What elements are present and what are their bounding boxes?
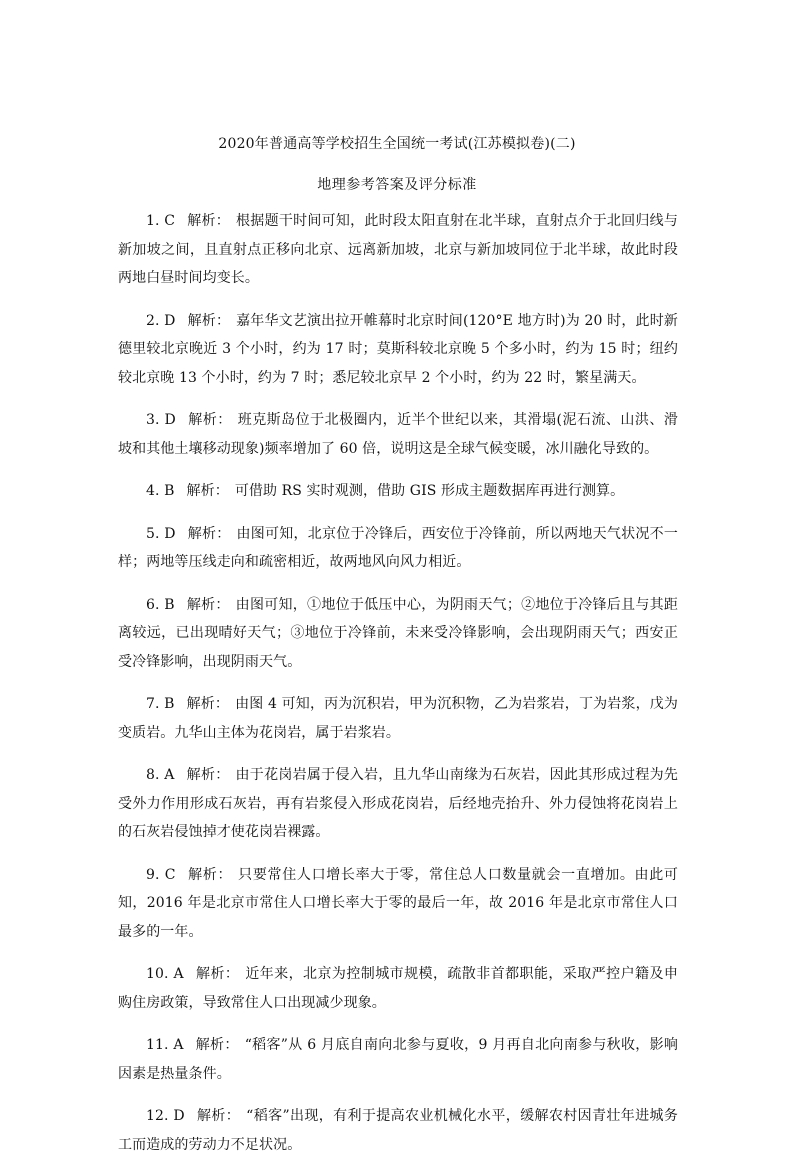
answer-item bbox=[118, 861, 678, 947]
answer-item bbox=[118, 761, 678, 847]
answer-explanation: 由于花岗岩属于侵入岩，且九华山南缘为石灰岩，因此其形成过程为先受外力作用形成石灰岩，再有岩浆侵入形成花岗岩，后经地壳抬升、外力侵蚀将花岗岩上的石灰岩侵蚀掉才使花岗岩裸露。 bbox=[118, 767, 678, 840]
analysis-label: 解析： bbox=[187, 525, 231, 542]
answer-explanation: 班克斯岛位于北极圈内，近半个世纪以来，其滑塌(泥石流、山洪、滑坡和其他土壤移动现象)频率增加了 60 倍，说明这是全球气候变暖，冰川融化导致的。 bbox=[118, 412, 678, 457]
answer-explanation: 可借助 RS 实时观测，借助 GIS 形成主题数据库再进行测算。 bbox=[234, 483, 625, 499]
answer-number: 10. A bbox=[146, 966, 184, 982]
answer-number: 8. A bbox=[146, 767, 175, 783]
answer-explanation: 由图可知，①地位于低压中心，为阴雨天气；②地位于冷锋后且与其距离较远，已出现晴好天气；③地位于冷锋前，未来受冷锋影响，会出现阴雨天气；西安正受冷锋影响，出现阴雨天气。 bbox=[118, 596, 678, 670]
answer-number: 3. D bbox=[146, 412, 176, 428]
answer-item bbox=[118, 307, 678, 393]
answer-number: 5. D bbox=[146, 525, 176, 542]
page-subtitle: 地理参考答案及评分标准 bbox=[317, 177, 477, 193]
answer-item bbox=[118, 1102, 678, 1159]
answer-explanation: “稻客”出现，有利于提高农业机械化水平，缓解农村因青壮年进城务工而造成的劳动力不足状况。 bbox=[118, 1108, 678, 1153]
analysis-label: 解析： bbox=[187, 412, 232, 428]
answer-explanation: 只要常住人口增长率大于零，常住总人口数量就会一直增加。由此可知，2016 年是北京市常住人口增长率大于零的最后一年，故 2016 年是北京市常住人口最多的一年。 bbox=[118, 866, 679, 940]
analysis-label: 解析： bbox=[186, 696, 230, 712]
answer-number: 4. B bbox=[146, 483, 175, 499]
answer-explanation: 根据题干时间可知，此时段太阳直射在北半球，直射点介于北回归线与新加坡之间，且直射点正移向北京、远离新加坡，北京与新加坡同位于北半球，故此时段两地白昼时间均变长。 bbox=[118, 213, 678, 286]
answer-number: 11. A bbox=[146, 1037, 184, 1053]
answer-explanation: 由图 4 可知，丙为沉积岩，甲为沉积物，乙为岩浆岩，丁为岩浆，戊为变质岩。九华山主体为花岗岩，属于岩浆岩。 bbox=[118, 696, 678, 741]
answer-number: 12. D bbox=[146, 1108, 185, 1124]
analysis-label: 解析： bbox=[186, 483, 229, 499]
analysis-label: 解析： bbox=[195, 1037, 239, 1053]
answer-number: 2. D bbox=[146, 312, 176, 329]
answer-item bbox=[118, 406, 678, 463]
answer-list bbox=[118, 207, 678, 1173]
analysis-label: 解析： bbox=[187, 866, 233, 883]
answer-item bbox=[118, 960, 678, 1017]
answer-number: 9. C bbox=[146, 866, 176, 883]
analysis-label: 解析： bbox=[187, 213, 231, 229]
analysis-label: 解析： bbox=[196, 1108, 241, 1124]
page-title: 2020年普通高等学校招生全国统一考试(江苏模拟卷)(二) bbox=[218, 136, 576, 152]
analysis-label: 解析： bbox=[186, 596, 230, 613]
answer-explanation: 由图可知，北京位于冷锋后，西安位于冷锋前，所以两地天气状况不一样；两地等压线走向和疏密相近，故两地风向风力相近。 bbox=[118, 525, 678, 570]
analysis-label: 解析： bbox=[186, 767, 230, 783]
answer-number: 6. B bbox=[146, 596, 175, 613]
answer-item bbox=[118, 591, 678, 677]
answer-explanation: “稻客”从 6 月底自南向北参与夏收，9 月再自北向南参与秋收，影响因素是热量条件。 bbox=[118, 1037, 678, 1082]
answer-explanation: 近年来，北京为控制城市规模，疏散非首都职能，采取严控户籍及申购住房政策，导致常住人口出现减少现象。 bbox=[118, 966, 678, 1011]
answer-item bbox=[118, 477, 678, 506]
analysis-label: 解析： bbox=[187, 312, 231, 329]
analysis-label: 解析： bbox=[195, 966, 240, 982]
answer-item bbox=[118, 690, 678, 747]
answer-number: 7. B bbox=[146, 696, 175, 712]
answer-item bbox=[118, 207, 678, 293]
answer-explanation: 嘉年华文艺演出拉开帷幕时北京时间(120°E 地方时)为 20 时，此时新德里较北京晚近 3 个小时，约为 17 时；莫斯科较北京晚 5 个多小时，约为 15 时；纽约较北京晚 13 个小时，约为 7 时；悉尼较北京早 2 个小时，约为 22 时，繁星满天。 bbox=[118, 312, 678, 386]
answer-number: 1. C bbox=[146, 213, 176, 229]
answer-item bbox=[118, 1031, 678, 1088]
answer-item bbox=[118, 520, 678, 577]
